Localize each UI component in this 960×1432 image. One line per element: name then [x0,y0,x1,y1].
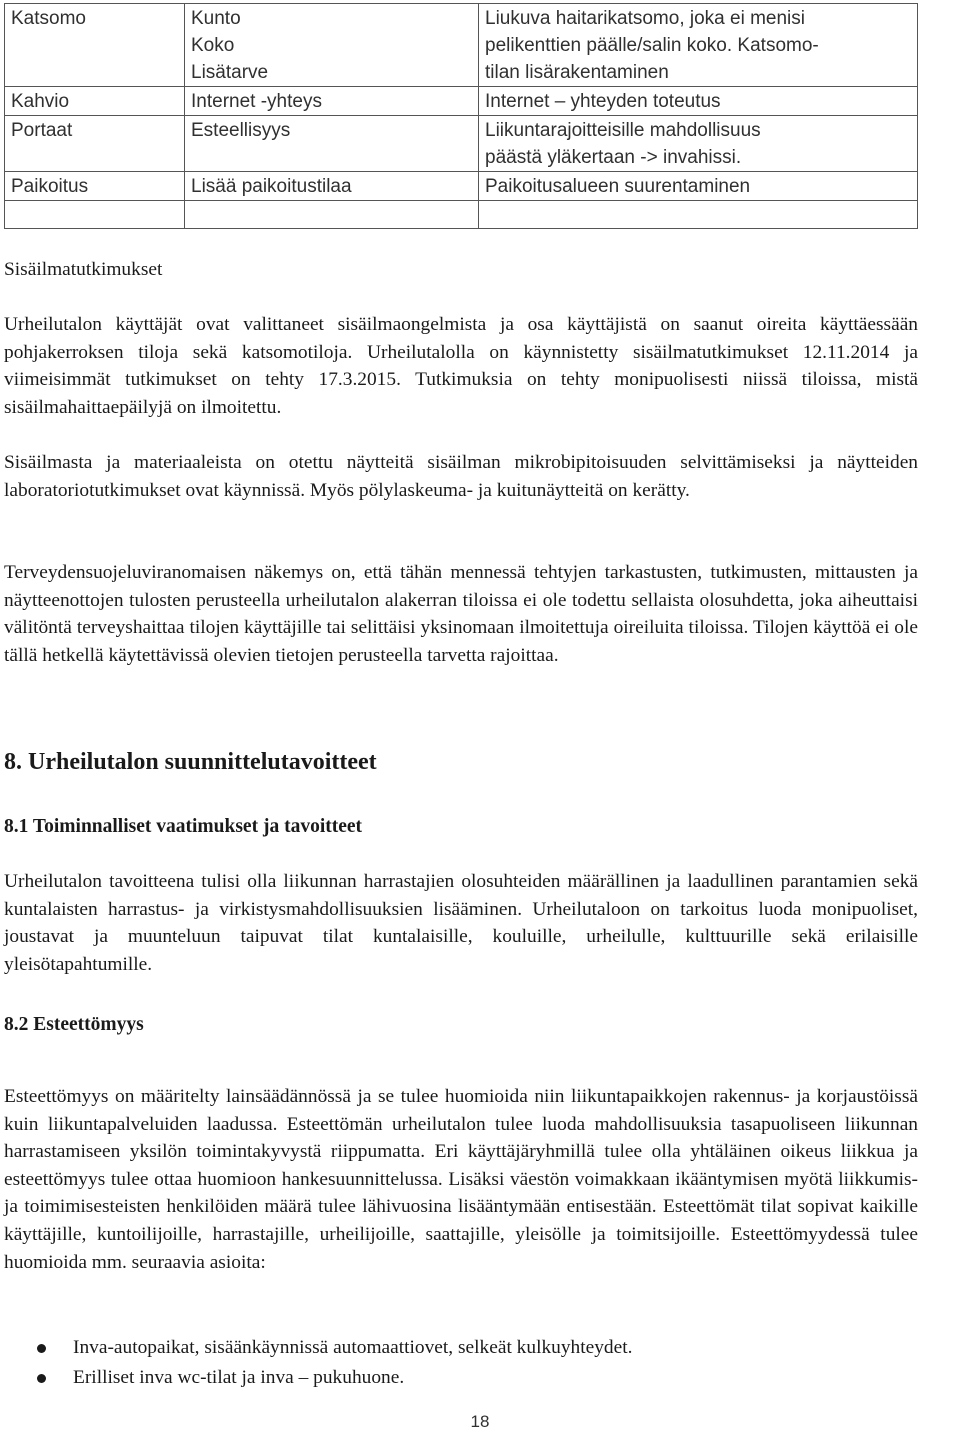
table-cell-line: Paikoitus [11,176,89,197]
table-row [5,4,918,87]
table-cell-line: Portaat [11,120,73,141]
table-cell-line: Koko [191,35,235,56]
table-row [5,172,918,201]
table-cell [479,87,918,116]
bullet-dot-icon [37,1344,46,1353]
bullet-dot-icon [37,1374,46,1383]
table-cell [185,201,479,229]
table-cell-line: Paikoitusalueen suurentaminen [485,176,751,197]
table-cell [185,172,479,201]
bullet-text: Inva-autopaikat, sisäänkäynnissä automaattiovet, selkeät kulkuyhteydet. [73,1337,633,1358]
bullet-item [0,1333,632,1363]
table-cell [479,201,918,229]
table-cell [185,4,479,87]
bullet-text: Erilliset inva wc-tilat ja inva – pukuhuone. [73,1367,405,1388]
chapter-8-title: 8. Urheilutalon suunnittelutavoitteet [4,749,377,775]
bullet-item [0,1363,632,1393]
table-cell-line: Esteellisyys [191,120,291,141]
table-cell-line: päästä yläkertaan -> invahissi. [485,147,742,168]
table-cell [479,172,918,201]
requirements-table [4,3,918,229]
table-cell [5,172,185,201]
table-cell [5,87,185,116]
table-cell [5,201,185,229]
table-cell-line: Lisää paikoitustilaa [191,176,352,197]
table-cell [479,4,918,87]
table-cell [5,116,185,172]
table-cell-line: Liukuva haitarikatsomo, joka ei menisi [485,8,805,29]
indoor-air-paragraph-2: Sisäilmasta ja materiaaleista on otettu näytteitä sisäilman mikrobipitoisuuden selvittämiseksi ja näytteiden laboratoriotutkimukset ovat käynnissä. Myös pölylaskeuma- ja kuitunäytteitä on kerätty. [4,452,918,501]
table-cell-line: pelikenttien päälle/salin koko. Katsomo- [485,35,819,56]
table-row [5,87,918,116]
table-cell [5,4,185,87]
section-8-2-text: Esteettömyys on määritelty lainsäädännössä ja se tulee huomioida niin liikuntapaikkojen rakennus- ja korjaustöissä kuin liikuntapalveluiden laadussa. Esteettömän urheilutalon tulee luoda mahdollisuuksia tasapuoliseen liikunnan harrastamiseen yksilön toimintakyvystä riippumatta. Eri käyttäjäryhmillä tulee olla yhtäläinen oikeus liikkua ja esteettömyys tulee ottaa huomioon hankesuunnittelussa. Lisäksi väestön voimakkaan ikääntymisen myötä liikkumis- ja toimimisesteisten henkilöiden määrä tulee lähivuosina lisääntymään entisestään. Esteettömät tilat sopivat kaikille käyttäjille, kuntoilijoille, harrastajille, urheilijoille, saattajille, yleisölle ja toimitsijoille. Esteettömyydessä tulee huomioida mm. seuraavia asioita: [4,1086,918,1273]
table-cell [479,116,918,172]
table-cell-line: Lisätarve [191,62,269,83]
table-cell [185,87,479,116]
section-8-1-text: Urheilutalon tavoitteena tulisi olla liikunnan harrastajien olosuhteiden määrällinen ja laadullinen parantamien sekä kuntalaisten harrastus- ja virkistysmahdollisuuksien lisääminen. Urheilutaloon on tarkoitus luoda monipuoliset, joustavat ja muunteluun taipuvat tilat kuntalaisille, kouluille, urheilulle, kulttuurille sekä erilaisille yleisötapahtumille. [4,871,918,975]
section-8-1-title: 8.1 Toiminnalliset vaatimukset ja tavoitteet [4,816,363,837]
table-cell-line: Internet – yhteyden toteutus [485,91,721,112]
accessibility-bullet-list [0,1333,632,1393]
table-row [5,201,918,229]
requirements-table-body [5,4,918,229]
section-8-2-title: 8.2 Esteettömyys [4,1014,144,1035]
table-row [5,116,918,172]
indoor-air-paragraph-3: Terveydensuojeluviranomaisen näkemys on, että tähän mennessä tehtyjen tarkastusten, tutkimusten, mittausten ja näytteenottojen tulosten perusteella urheilutalon alakerran tiloissa ei ole todettu sellaista olosuhdetta, joka aiheuttaisi välitöntä terveyshaittaa tilojen käyttäjille tai selittäisi yksinomaan ilmoitettuja oireiluita tiloissa. Tilojen käyttöä ei ole tällä hetkellä käytettävissä olevien tietojen perusteella tarvetta rajoittaa. [4,562,918,666]
table-cell [185,116,479,172]
indoor-air-paragraph-1: Urheilutalon käyttäjät ovat valittaneet sisäilmaongelmista ja osa käyttäjistä on saanut oireita käyttäessään pohjakerroksen tiloja sekä katsomotiloja. Urheilutalolla on käynnistetty sisäilmatutkimukset 12.11.2014 ja viimeisimmät tutkimukset on tehty 17.3.2015. Tutkimuksia on tehty monipuolisesti niissä tiloissa, mistä sisäilmahaittaepäilyjä on ilmoitettu. [4,314,918,418]
table-cell-line: Kahvio [11,91,70,112]
table-cell-line: Katsomo [11,8,86,29]
table-cell-line: Kunto [191,8,241,29]
table-cell-line: Internet -yhteys [191,91,322,112]
table-cell-line: Liikuntarajoitteisille mahdollisuus [485,120,761,141]
table-cell-line: tilan lisärakentaminen [485,62,669,83]
indoor-air-heading: Sisäilmatutkimukset [4,259,163,280]
page-number: 18 [470,1412,490,1431]
